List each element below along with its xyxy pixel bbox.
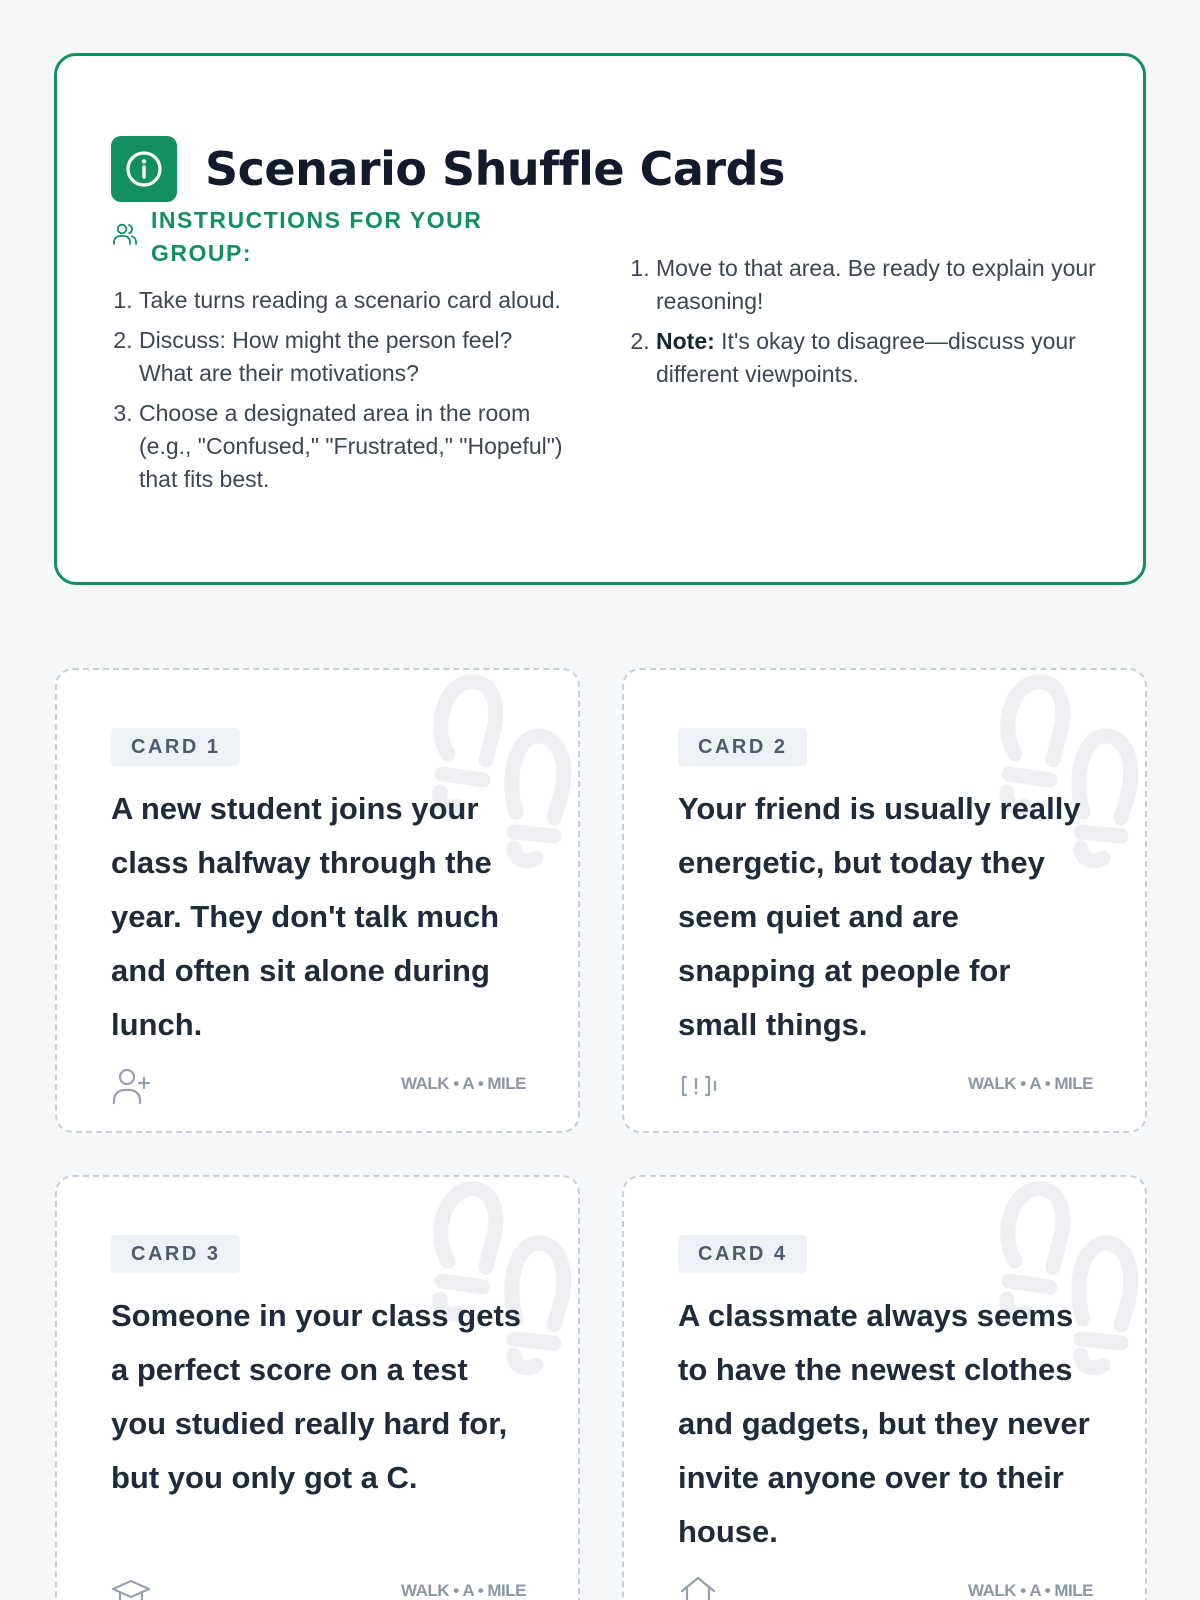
scenario-card-4[interactable] <box>622 1175 1147 1600</box>
instructions-list-left <box>111 284 569 503</box>
instruction-step: 2. Discuss: How might the person feel? What are their motivations? <box>139 324 569 390</box>
instructions-heading: INSTRUCTIONS FOR YOUR GROUP: <box>151 207 483 266</box>
scenario-card-2[interactable] <box>622 668 1147 1133</box>
page-title: Scenario Shuffle Cards <box>205 141 785 196</box>
scenario-text: A classmate always seems to have the newest clothes and gadgets, but they never invite anyone over to their house. <box>678 1298 1090 1549</box>
card-label: CARD 4 <box>678 1235 807 1273</box>
instruction-step-text: Move to that area. Be ready to explain your reasoning! <box>656 255 1096 314</box>
card-label: CARD 3 <box>111 1235 240 1273</box>
user-plus-icon <box>111 1066 151 1106</box>
card-label: CARD 2 <box>678 728 807 766</box>
graduation-cap-icon <box>111 1573 151 1600</box>
instruction-step <box>656 252 1116 318</box>
instructions-list-right <box>628 252 1116 398</box>
card-label: CARD 1 <box>111 728 240 766</box>
alert-battery-icon <box>678 1066 718 1106</box>
instructions-header <box>111 204 511 270</box>
scenario-card-1[interactable] <box>55 668 580 1133</box>
scenario-text: Someone in your class gets a perfect score on a test you studied really hard for, but you only got a C. <box>111 1298 522 1495</box>
brand-label: WALK • A • MILE <box>968 1581 1093 1600</box>
info-icon <box>111 136 177 202</box>
scenario-text: A new student joins your class halfway through the year. They don't talk much and often sit alone during lunch. <box>111 791 500 1042</box>
users-icon <box>111 220 139 248</box>
brand-label: WALK • A • MILE <box>968 1074 1093 1093</box>
note-label: Note: <box>656 328 715 354</box>
brand-label: WALK • A • MILE <box>401 1074 526 1093</box>
instruction-step <box>656 325 1116 391</box>
scenario-card-3[interactable] <box>55 1175 580 1600</box>
scenario-text: Your friend is usually really energetic, but today they seem quiet and are snapping at people for small things. <box>678 791 1081 1042</box>
instruction-step: 3. Choose a designated area in the room (e.g., "Confused," "Frustrated," "Hopeful") that fits best. <box>139 397 569 496</box>
instruction-step-text: It's okay to disagree—discuss your different viewpoints. <box>656 328 1076 387</box>
instructions-panel <box>54 53 1146 585</box>
instruction-step: 1. Take turns reading a scenario card aloud. <box>139 284 569 317</box>
brand-label: WALK • A • MILE <box>401 1581 526 1600</box>
home-icon <box>678 1573 718 1600</box>
